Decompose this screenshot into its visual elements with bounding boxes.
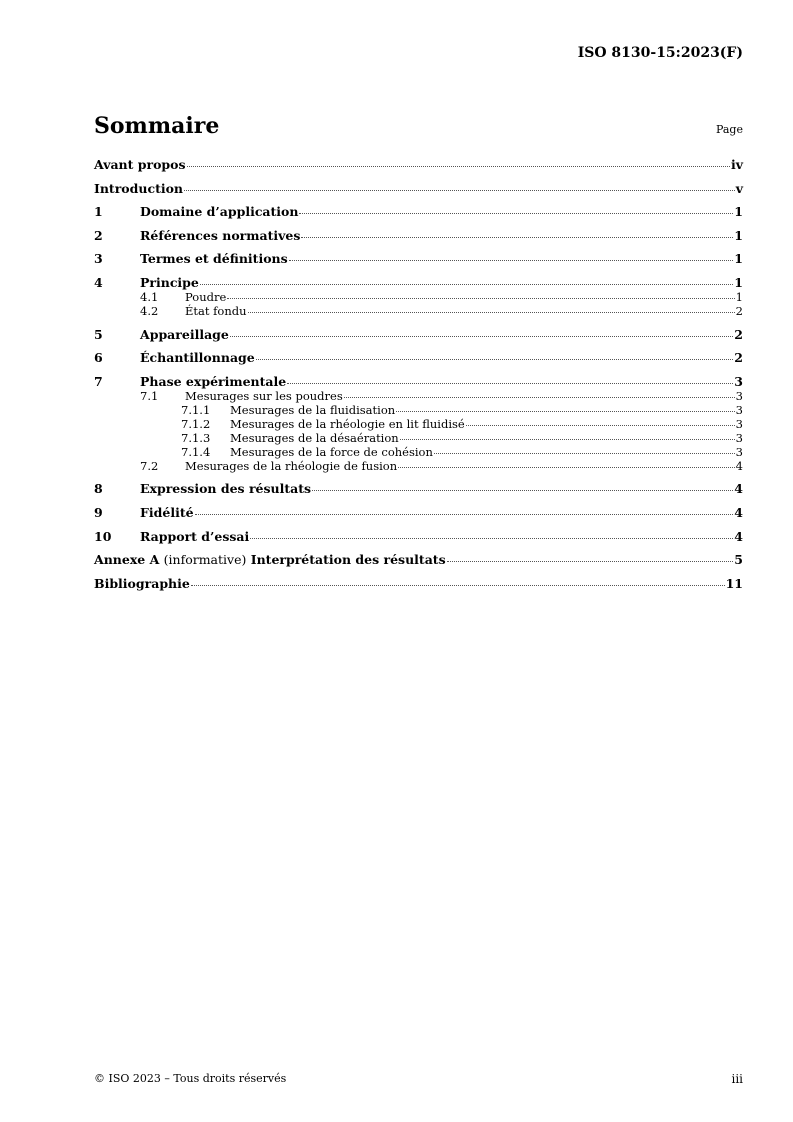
toc-entry-number: 1: [94, 204, 103, 220]
toc-entry-avant-propos[interactable]: [94, 157, 743, 172]
dot-leader: [398, 467, 735, 468]
dot-leader: [344, 397, 735, 398]
toc-entry-title: Domaine d’application: [140, 204, 299, 220]
toc-page-number: 2: [734, 350, 743, 366]
toc-entry-1[interactable]: [94, 204, 743, 219]
toc-entry-title: Introduction: [94, 180, 184, 196]
toc-entry-title: Fidélité: [140, 504, 194, 520]
toc-page-number: 3: [735, 388, 743, 403]
toc-entry-title: Principe: [140, 274, 199, 290]
toc-page-number: 1: [734, 274, 743, 290]
toc-entry-title: Mesurages de la force de cohésion: [230, 444, 433, 459]
page-footer: [94, 1072, 743, 1086]
toc-page-number: 2: [735, 303, 743, 318]
toc-entry-number: 7: [94, 373, 103, 389]
dot-leader: [301, 237, 733, 238]
toc-entry-4-1[interactable]: [94, 290, 743, 304]
page-title: Sommaire: [94, 113, 220, 139]
toc-heading-row: [94, 113, 743, 139]
toc-page-number: 1: [735, 289, 743, 304]
toc-entry-title: Échantillonnage: [140, 350, 255, 366]
toc-entry-number: 2: [94, 227, 103, 243]
toc-entry-number: 7.1.1: [181, 402, 211, 417]
toc-entry-number: 7.1.2: [181, 416, 211, 431]
toc-page-number: 4: [734, 481, 743, 497]
toc-entry-title: Références normatives: [140, 227, 301, 243]
toc-entry-10[interactable]: [94, 529, 743, 544]
toc-entry-7-1-4[interactable]: [94, 445, 743, 459]
toc-entry-title: Avant propos: [94, 157, 186, 172]
toc-page-number: v: [735, 180, 743, 196]
dot-leader: [299, 213, 733, 214]
toc-entry-4-2[interactable]: [94, 304, 743, 318]
toc-entry-title: Rapport d’essai: [140, 528, 250, 544]
toc-entry-bibliographie[interactable]: [94, 576, 743, 591]
toc-page-number: 1: [734, 204, 743, 220]
toc-entry-number: 6: [94, 350, 103, 366]
toc-entry-introduction[interactable]: [94, 181, 743, 196]
toc-entry-title: Termes et définitions: [140, 251, 288, 267]
toc-entry-title: Mesurages de la rhéologie de fusion: [185, 458, 398, 473]
toc-entry-number: 9: [94, 504, 103, 520]
toc-entry-7-1[interactable]: [94, 389, 743, 403]
toc-entry-title: Mesurages de la fluidisation: [230, 402, 396, 417]
toc-page-number: 1: [734, 251, 743, 267]
page-column-label: Page: [715, 123, 743, 136]
dot-leader: [191, 585, 725, 586]
toc-entry-7-1-1[interactable]: [94, 403, 743, 417]
toc-page-number: 4: [734, 528, 743, 544]
toc-entry-number: 4: [94, 274, 103, 290]
toc-page-number: 3: [735, 416, 743, 431]
dot-leader: [312, 490, 733, 491]
dot-leader: [400, 439, 735, 440]
dot-leader: [434, 453, 735, 454]
toc-entry-title: Mesurages de la désaération: [230, 430, 399, 445]
toc-entry-title: Poudre: [185, 289, 227, 304]
toc-page-number: 3: [734, 373, 743, 389]
toc-entry-number: 7.1.3: [181, 430, 211, 445]
toc-entry-8[interactable]: [94, 481, 743, 496]
page-number: iii: [731, 1072, 743, 1086]
toc-entry-7-2[interactable]: [94, 459, 743, 473]
table-of-contents: [94, 157, 743, 591]
toc-page-number: 11: [725, 575, 743, 591]
toc-page-number: 2: [734, 326, 743, 342]
annex-label: Annexe A: [94, 552, 160, 568]
toc-entry-7[interactable]: [94, 374, 743, 389]
dot-leader: [256, 359, 734, 360]
dot-leader: [396, 411, 735, 412]
toc-page-number: 4: [734, 504, 743, 520]
toc-entry-title: Bibliographie: [94, 575, 190, 591]
toc-entry-title: Expression des résultats: [140, 481, 312, 497]
toc-entry-title: Appareillage: [140, 326, 229, 342]
dot-leader: [200, 284, 733, 285]
toc-entry-number: 3: [94, 251, 103, 267]
dot-leader: [184, 190, 735, 191]
toc-entry-annex-a[interactable]: [94, 552, 743, 567]
toc-entry-number: 4.2: [140, 303, 159, 318]
toc-entry-number: 10: [94, 528, 112, 544]
toc-entry-number: 4.1: [140, 289, 159, 304]
toc-entry-2[interactable]: [94, 228, 743, 243]
toc-entry-7-1-2[interactable]: [94, 417, 743, 431]
toc-page-number: 4: [735, 458, 743, 473]
dot-leader: [466, 425, 735, 426]
toc-entry-number: 7.1.4: [181, 444, 211, 459]
toc-entry-title: Interprétation des résultats: [250, 552, 446, 568]
dot-leader: [289, 260, 734, 261]
toc-entry-number: 7.1: [140, 388, 159, 403]
toc-page-number: 3: [735, 430, 743, 445]
copyright-notice: © ISO 2023 – Tous droits réservés: [94, 1072, 287, 1085]
dot-leader: [187, 166, 730, 167]
toc-entry-number: 5: [94, 326, 103, 342]
toc-entry-number: 8: [94, 481, 103, 497]
dot-leader: [447, 561, 734, 562]
dot-leader: [230, 336, 733, 337]
toc-page-number: 1: [734, 227, 743, 243]
dot-leader: [195, 514, 734, 515]
toc-entry-9[interactable]: [94, 505, 743, 520]
toc-entry-title: Phase expérimentale: [140, 373, 287, 389]
toc-entry-3[interactable]: [94, 251, 743, 266]
toc-page-number: 5: [734, 552, 743, 568]
dot-leader: [250, 538, 733, 539]
document-id: ISO 8130-15:2023(F): [577, 45, 743, 61]
toc-page-number: 3: [735, 444, 743, 459]
toc-entry-4[interactable]: [94, 275, 743, 290]
toc-entry-7-1-3[interactable]: [94, 431, 743, 445]
dot-leader: [248, 312, 735, 313]
toc-entry-number: 7.2: [140, 458, 159, 473]
toc-entry-5[interactable]: [94, 327, 743, 342]
toc-entry-title: État fondu: [185, 303, 247, 318]
annex-type: (informative): [163, 552, 247, 568]
toc-page-number: 3: [735, 402, 743, 417]
toc-page-number: iv: [730, 157, 743, 172]
dot-leader: [287, 383, 733, 384]
dot-leader: [227, 298, 734, 299]
toc-entry-title: Mesurages sur les poudres: [185, 388, 343, 403]
toc-entry-6[interactable]: [94, 350, 743, 365]
toc-entry-title: Mesurages de la rhéologie en lit fluidisé: [230, 416, 465, 431]
